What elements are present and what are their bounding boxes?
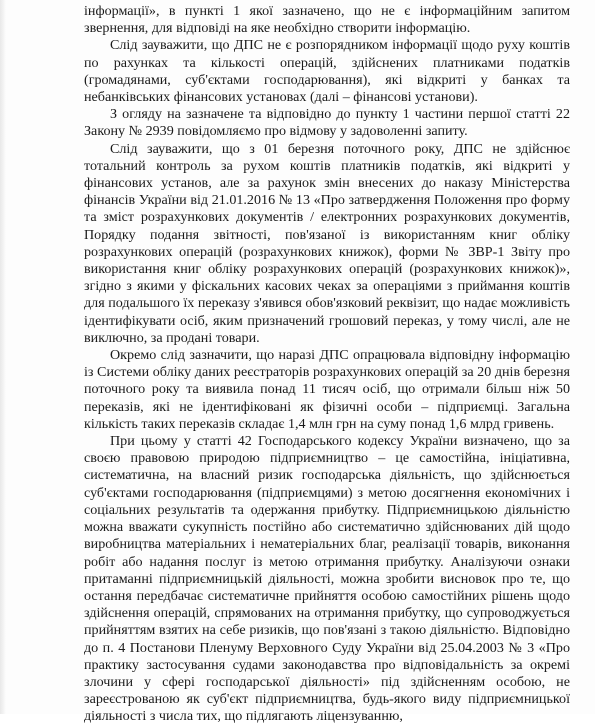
page-edge-shadow <box>0 0 6 714</box>
paragraph-3: З огляду на зазначене та відповідно до пункту 1 частини першої статті 22 Закону № 2939 повідомляємо про відмову у задоволенні запиту. <box>84 106 570 140</box>
paragraph-5: Окремо слід зазначити, що наразі ДПС опрацювала відповідну інформацію із Системи обліку даних реєстраторів розрахункових операцій за 20 днів березня поточного року та виявила понад 11 тисяч осіб, що отримали більш ніж 50 переказів, які не ідентифіковані як фізичні особи – підприємці. Загальна кількість таких переказів складає 1,4 млн грн на суму понад 1,6 млрд гривень. <box>84 347 570 432</box>
paragraph-6: При цьому у статті 42 Господарського кодексу України визначено, що за своєю правовою природою підприємництво – це самостійна, ініціативна, систематична, на власний ризик господарська діяльність, що здійснюється суб'єктами господарювання (підприємцями) з метою досягнення економічних і соціальних результатів та одержання прибутку. Підприємницькою діяльністю можна вважати сукупність постійно або систематично здійснюваних дій щодо виробництва матеріальних і нематеріальних благ, реалізації товарів, виконання робіт або надання послуг із метою отримання прибутку. Аналізуючи ознаки притаманні підприємницькій діяльності, можна зробити висновок про те, що остання передбачає систематичне прийняття особою самостійних рішень щодо здійснення операцій, спрямованих на отримання прибутку, що супроводжується прийняттям взятих на себе ризиків, що пов'язані з такою діяльністю. Відповідно до п. 4 Постанови Пленуму Верховного Суду України від 25.04.2003 № 3 «Про практику застосування судами законодавства про відповідальність за окремі злочини у сфері господарської діяльності» під здійсненням особою, не зареєстрованою як суб'єкт підприємництва, будь-якого виду підприємницької діяльності з числа тих, що підлягають ліцензуванню, <box>84 433 570 725</box>
paragraph-4: Слід зауважити, що з 01 березня поточного року, ДПС не здійснює тотальний контроль за рухом коштів платників податків, які відкриті у фінансових установ, але за рахунок змін внесених до наказу Міністерства фінансів України від 21.01.2016 № 13 «Про затвердження Положення про форму та зміст розрахункових документів / електронних розрахункових документів, Порядку подання звітності, пов'язаної із використанням книг обліку розрахункових операцій (розрахункових книжок), форми № ЗВР-1 Звіту про використання книг обліку розрахункових операцій (розрахункових книжок)», згідно з якими у фіскальних касових чеках за операціями з приймання коштів для подальшого їх переказу з'явився обов'язковий реквізит, що надає можливість ідентифікувати осіб, яким призначений грошовий переказ, у тому числі, але не виключно, за продані товари. <box>84 140 570 346</box>
paragraph-1: інформації», в пункті 1 якої зазначено, що не є інформаційним запитом звернення, для відповіді на яке необхідно створити інформацію. <box>84 3 570 37</box>
document-body <box>84 3 570 726</box>
paragraph-2: Слід зауважити, що ДПС не є розпорядником інформації щодо руху коштів по рахунках та кількості операцій, здійснених платниками податків (громадянами, суб'єктами господарювання), які відкриті у банках та небанківських фінансових установах (далі – фінансові установи). <box>84 37 570 106</box>
